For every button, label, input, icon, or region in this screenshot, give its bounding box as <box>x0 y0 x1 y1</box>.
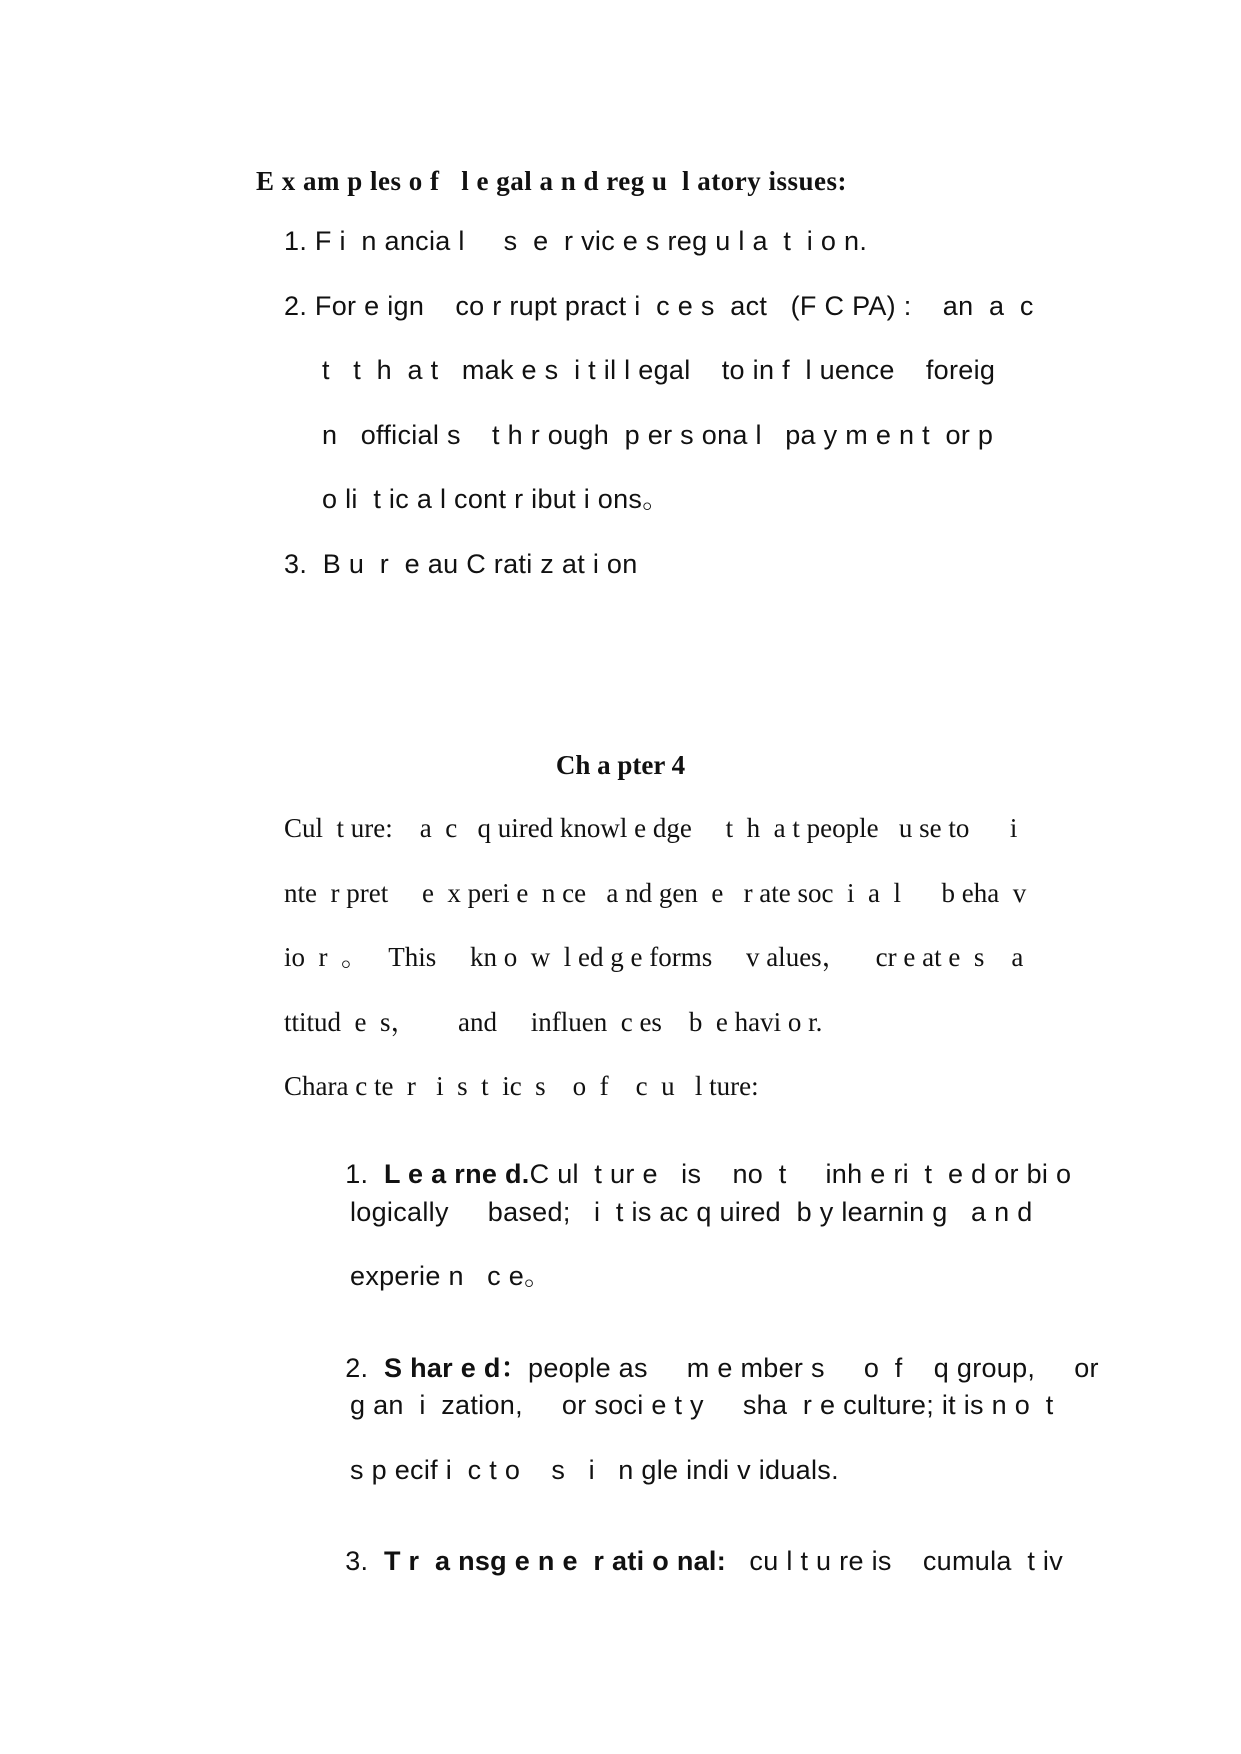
chapter-title: Ch a pter 4 <box>555 750 686 780</box>
list-item-1: 1. F i n ancia l s e r vic e s reg u l a t i o n. <box>284 226 868 256</box>
characteristic-2-text-1: people as m e mber s o f q group, or <box>528 1353 1099 1383</box>
characteristic-2-line-3: s p ecif i c t o s i n gle indi v iduals. <box>350 1455 839 1485</box>
characteristic-2-term: S har e d： <box>383 1353 528 1383</box>
characteristic-3-term: T r a nsg e n e r ati o nal: <box>383 1546 727 1576</box>
characteristic-1-line-3: experie n c e。 <box>350 1261 552 1291</box>
characteristics-label: Chara c te r i s t ic s o f c u l ture: <box>284 1071 759 1101</box>
characteristic-3-number: 3. <box>345 1546 369 1576</box>
culture-paragraph-line-3: io r 。 This kn o w l ed g e forms v alues， cr e at e s a <box>284 942 1024 972</box>
characteristic-1-line-2: logically based; i t is ac q uired b y learnin g a n d <box>350 1197 1033 1227</box>
characteristic-2-line-2: g an i zation, or soci e t y sha r e culture; it is n o t <box>350 1390 1054 1420</box>
culture-paragraph-line-2: nte r pret e x peri e n ce a nd gen e r ate soc i a l b eha v <box>284 878 1027 908</box>
section-heading: E x am p les o f l e gal a n d reg u l atory issues: <box>256 166 848 196</box>
characteristic-1-text-1: C ul t ur e is no t inh e ri t e d or bi o <box>529 1159 1072 1189</box>
characteristic-1-term: L e a rne d. <box>383 1159 530 1189</box>
characteristic-2-number: 2. <box>345 1353 369 1383</box>
culture-paragraph-line-1: Cul t ure: a c q uired knowl e dge t h a t people u se to i <box>284 813 1018 843</box>
list-item-2-line-1: 2. For e ign co r rupt pract i c e s act (F C PA) : an a c <box>284 291 1034 321</box>
characteristic-3-line-1 <box>314 1521 1063 1602</box>
list-item-3: 3. B u r e au C rati z at i on <box>284 549 638 579</box>
characteristic-3-text-1: cu l t u re is cumula t iv <box>726 1546 1064 1576</box>
list-item-2-line-2: t t h a t mak e s i t il l egal to in f l uence foreig <box>322 355 996 385</box>
list-item-2-line-4: o li t ic a l cont r ibut i ons。 <box>322 484 670 514</box>
characteristic-1-number: 1. <box>345 1159 369 1189</box>
culture-paragraph-line-4: ttitud e s， and influen c es b e havi o r. <box>284 1007 823 1037</box>
list-item-2-line-3: n official s t h r ough p er s ona l pa y m e n t or p <box>322 420 994 450</box>
